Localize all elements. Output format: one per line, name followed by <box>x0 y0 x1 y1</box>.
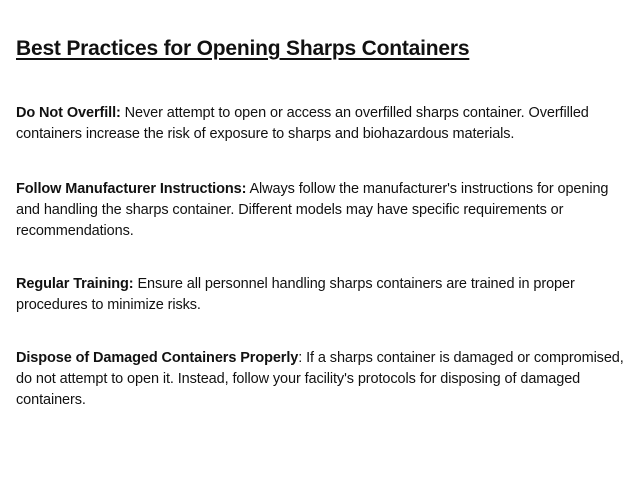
practice-item-regular-training <box>16 274 628 316</box>
page-title: Best Practices for Opening Sharps Containers <box>16 37 470 60</box>
practice-body: Ensure all personnel handling sharps containers are trained in proper procedures to minimize risks. <box>16 276 575 313</box>
practice-heading: Do Not Overfill: <box>16 105 121 121</box>
practice-heading: Follow Manufacturer Instructions: <box>16 181 247 197</box>
practice-heading: Regular Training: <box>16 276 134 292</box>
practice-body: Never attempt to open or access an overfilled sharps container. Overfilled containers increase the risk of exposure to sharps and biohazardous materials. <box>16 105 589 142</box>
practice-body: If a sharps container is damaged or compromised, do not attempt to open it. Instead, follow your facility's protocols for disposing of damaged containers. <box>16 350 624 408</box>
practice-item-do-not-overfill <box>16 103 628 145</box>
practice-heading: Dispose of Damaged Containers Properly <box>16 350 299 366</box>
practice-item-dispose-damaged-containers <box>16 348 628 411</box>
practice-body: Always follow the manufacturer's instructions for opening and handling the sharps container. Different models may have specific requirements or recommendations. <box>16 181 609 239</box>
practice-item-follow-manufacturer-instructions <box>16 179 628 242</box>
practice-separator: : <box>298 350 303 366</box>
